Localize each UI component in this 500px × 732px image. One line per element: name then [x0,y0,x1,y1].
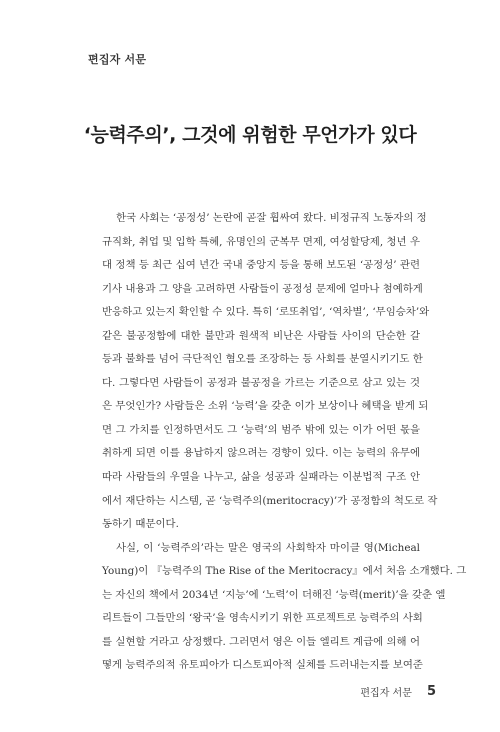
text-line: 동하기 때문이다. [102,518,179,531]
body-text [102,207,467,678]
chapter-title: ‘능력주의’, 그것에 위험한 무언가가 있다 [83,124,417,146]
text-line: 은 무엇인가? 사람들은 소위 ‘능력’을 갖춘 이가 보상이나 혜택을 받게 되 [102,400,429,413]
text-line: 취하게 되면 이를 용납하지 않으려는 경향이 있다. 이는 능력의 유무에 [102,447,420,460]
text-line: 다. 그렇다면 사람들이 공정과 불공정을 가르는 기준으로 삼고 있는 것 [102,376,420,389]
text-line: 리트들이 그들만의 ‘왕국’을 영속시키기 위한 프로젝트로 능력주의 사회 [102,612,423,625]
text-line: Young)이 『능력주의 The Rise of the Meritocracy』에서 처음 소개했다. 그 [102,565,467,578]
text-line: 면 그 가치를 인정하면서도 그 ‘능력’의 범주 밖에 있는 이가 어떤 몫을 [102,423,420,436]
text-line: 사실, 이 ‘능력주의’라는 말은 영국의 사회학자 마이클 영(Micheal [116,541,420,554]
text-line: 기사 내용과 그 양을 고려하면 사람들이 공정성 문제에 얼마나 첨예하게 [102,282,423,295]
page-footer [0,681,436,700]
running-head: 편집자 서문 [88,53,147,66]
text-line: 같은 불공정함에 대한 불만과 원색적 비난은 사람들 사이의 단순한 갈 [102,329,420,342]
page-number: 5 [426,684,436,699]
text-line: 대 정책 등 최근 십여 년간 국내 중앙지 등을 통해 보도된 ‘공정성’ 관련 [102,259,420,272]
text-line: 에서 재단하는 시스템, 곧 ‘능력주의(meritocracy)’가 공정함의 척도로 작 [102,494,438,507]
text-line: 떻게 능력주의적 유토피아가 디스토피아적 실체를 드러내는지를 보여준 [102,659,423,672]
text-line: 를 실현할 거라고 상정했다. 그러면서 영은 이들 엘리트 계급에 의해 어 [102,635,420,648]
text-line: 등과 불화를 넘어 극단적인 혐오를 조장하는 등 사회를 분열시키기도 한 [102,353,423,366]
text-line: 한국 사회는 ‘공정성’ 논란에 곧잘 휩싸여 왔다. 비정규직 노동자의 정 [116,212,427,224]
text-line: 따라 사람들의 우열을 나누고, 삶을 성공과 실패라는 이분법적 구조 안 [102,471,420,484]
text-line: 는 자신의 책에서 2034년 ‘지능’에 ‘노력’이 더해진 ‘능력(merit)’을 갖춘 엘 [102,588,446,601]
footer-label: 편집자 서문 [360,688,412,699]
text-line: 규직화, 취업 및 입학 특혜, 유명인의 군복무 면제, 여성할당제, 청년 우 [102,235,420,248]
text-line: 반응하고 있는지 확인할 수 있다. 특히 ‘로또취업’, ‘역차별’, ‘무임승차’와 [102,306,430,319]
